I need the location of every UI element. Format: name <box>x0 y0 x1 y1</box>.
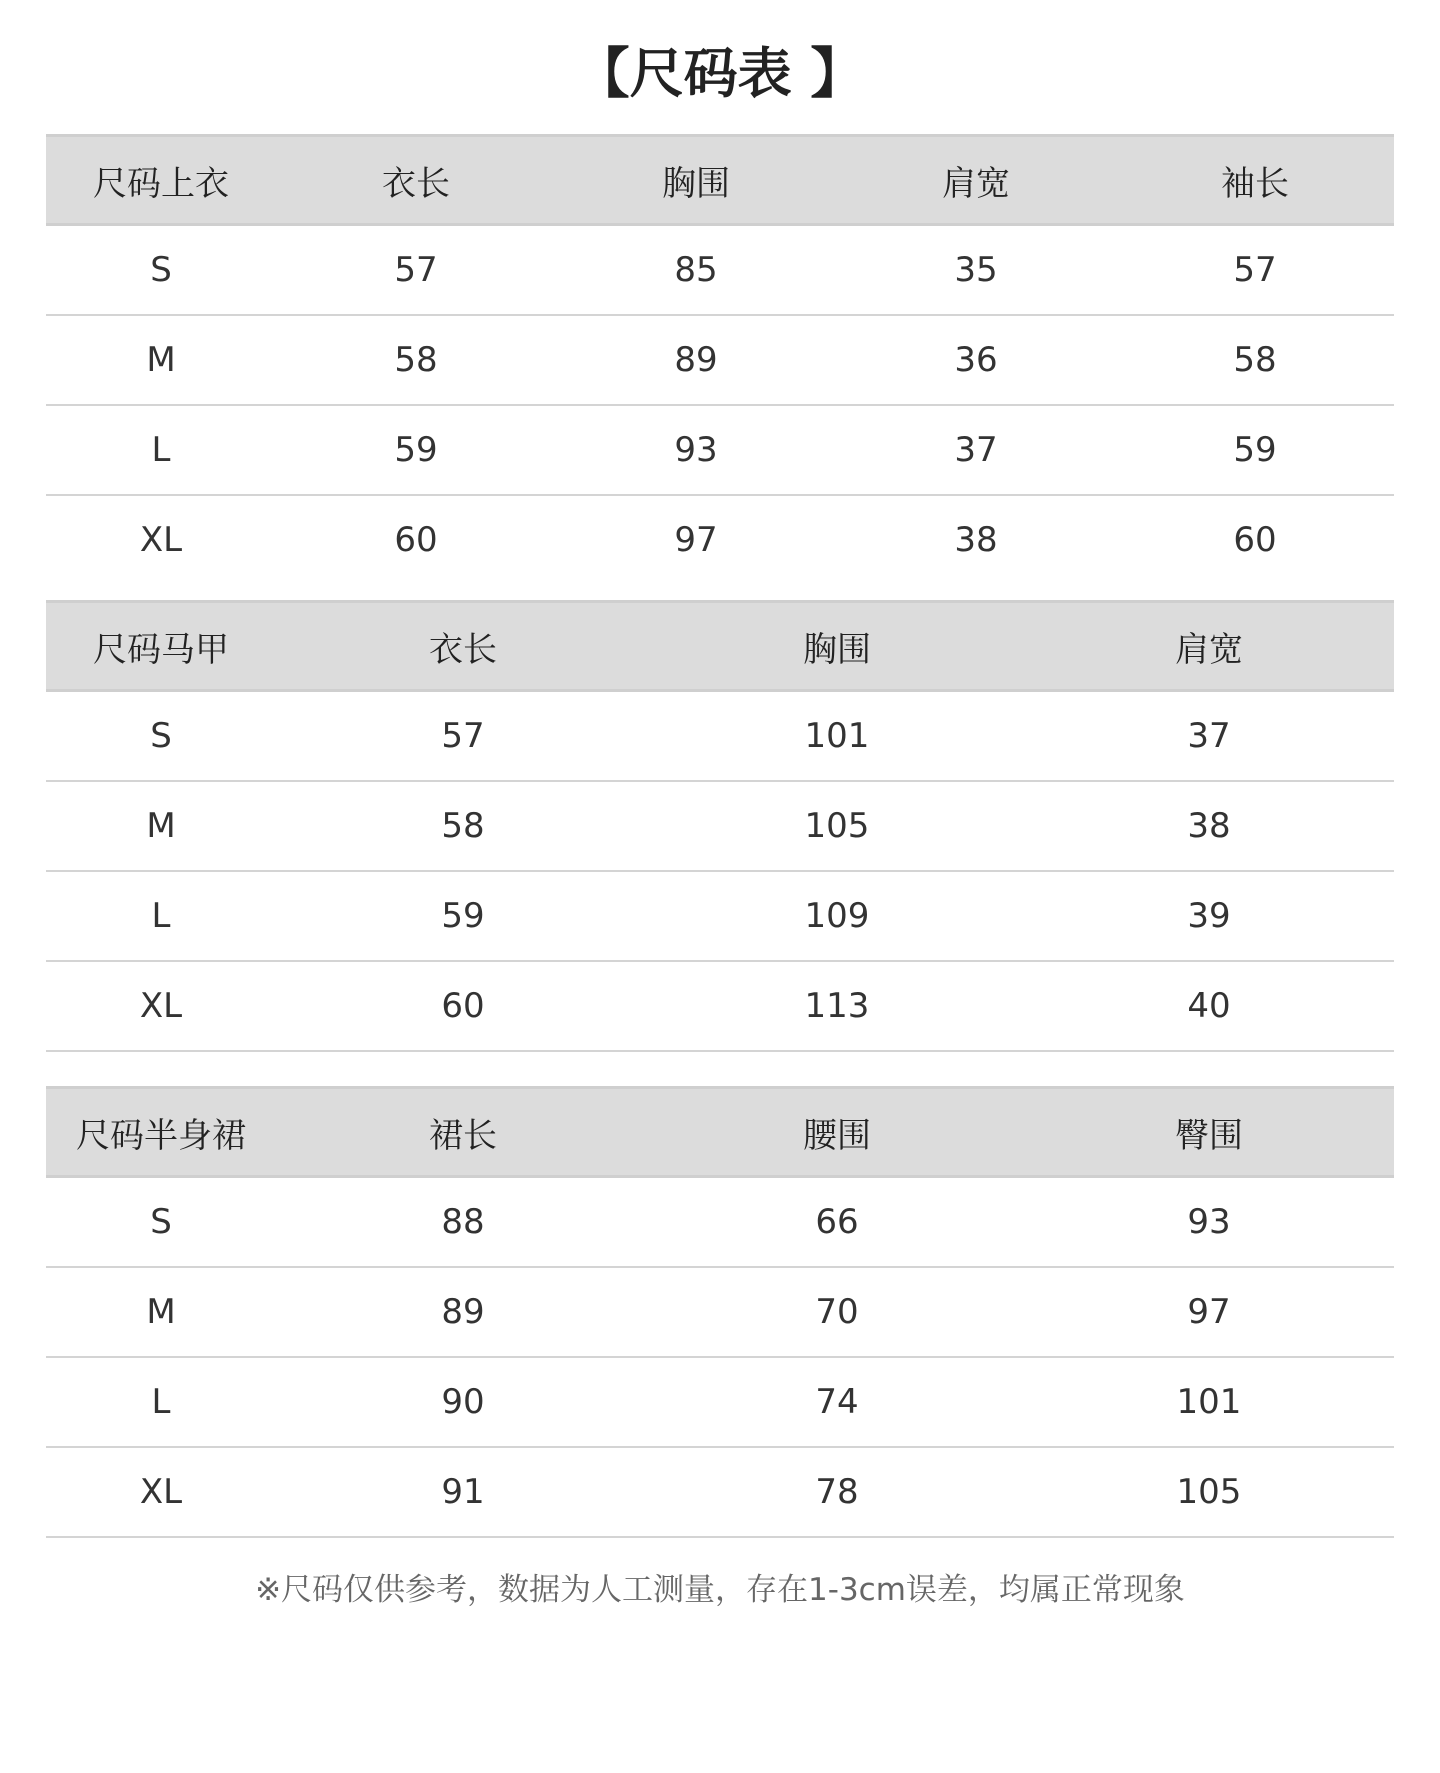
size-cell: M <box>46 315 276 405</box>
table-header-row <box>46 1088 1394 1177</box>
table-row <box>46 1177 1394 1268</box>
value-cell: 38 <box>954 520 998 560</box>
table-header-row <box>46 136 1394 225</box>
table-header-row <box>46 602 1394 691</box>
value-cell: 58 <box>1116 315 1394 405</box>
value-cell: 74 <box>650 1357 1024 1447</box>
size-table-skirt <box>46 1086 1394 1538</box>
value-cell: 85 <box>556 225 836 316</box>
value-cell: 57 <box>276 225 556 316</box>
value-cell: 93 <box>1024 1177 1394 1268</box>
header-cell: 胸围 <box>650 602 1024 691</box>
size-cell: S <box>46 225 276 316</box>
table-row <box>46 781 1394 871</box>
size-table-vest <box>46 600 1394 1052</box>
value-cell: 101 <box>1024 1357 1394 1447</box>
table-row <box>46 1447 1394 1537</box>
value-cell: 101 <box>650 691 1024 782</box>
table-row <box>46 1267 1394 1357</box>
value-cell: 66 <box>650 1177 1024 1268</box>
header-cell: 尺码半身裙 <box>46 1088 276 1177</box>
table-row <box>46 225 1394 316</box>
size-cell: M <box>46 1267 276 1357</box>
value-cell: 97 <box>1024 1267 1394 1357</box>
value-cell: 88 <box>276 1177 650 1268</box>
value-cell: 89 <box>276 1267 650 1357</box>
table-row <box>46 961 1394 1051</box>
table-row <box>46 315 1394 405</box>
size-cell: XL <box>46 961 276 1051</box>
value-cell: 109 <box>650 871 1024 961</box>
value-cell: 40 <box>1024 961 1394 1051</box>
header-cell: 尺码马甲 <box>46 602 276 691</box>
value-cell: 78 <box>650 1447 1024 1537</box>
header-cell: 衣长 <box>276 136 556 225</box>
value-cell: 37 <box>1024 691 1394 782</box>
header-cell: 臀围 <box>1024 1088 1394 1177</box>
header-cell: 肩宽 <box>1024 602 1394 691</box>
value-cell: 59 <box>276 405 556 495</box>
header-cell: 胸围 <box>556 136 836 225</box>
value-cell: 37 <box>836 405 1116 495</box>
value-cell: 59 <box>1116 405 1394 495</box>
header-cell: 裙长 <box>276 1088 650 1177</box>
table-row <box>46 1357 1394 1447</box>
value-cell: 36 <box>836 315 1116 405</box>
value-cell: 35 <box>836 225 1116 316</box>
size-cell: M <box>46 781 276 871</box>
size-table-top <box>46 134 1394 584</box>
value-cell: 105 <box>650 781 1024 871</box>
size-cell: XL <box>139 520 183 560</box>
header-cell: 腰围 <box>650 1088 1024 1177</box>
value-cell: 91 <box>276 1447 650 1537</box>
value-cell: 57 <box>1116 225 1394 316</box>
page-title: 【尺码表 】 <box>575 42 865 105</box>
value-cell: 70 <box>650 1267 1024 1357</box>
value-cell: 60 <box>276 961 650 1051</box>
size-cell: L <box>46 1357 276 1447</box>
disclaimer-note: ※尺码仅供参考，数据为人工测量，存在1-3cm误差，均属正常现象 <box>255 1572 1185 1608</box>
value-cell: 39 <box>1024 871 1394 961</box>
size-cell: L <box>46 405 276 495</box>
value-cell: 105 <box>1024 1447 1394 1537</box>
table-row <box>46 871 1394 961</box>
size-cell: S <box>46 691 276 782</box>
value-cell: 97 <box>674 520 718 560</box>
table-row <box>46 691 1394 782</box>
table-row <box>46 405 1394 495</box>
value-cell: 60 <box>394 520 438 560</box>
value-cell: 60 <box>1233 520 1277 560</box>
header-cell: 肩宽 <box>836 136 1116 225</box>
header-cell: 衣长 <box>276 602 650 691</box>
table-row <box>46 495 1394 584</box>
value-cell: 58 <box>276 315 556 405</box>
value-cell: 113 <box>650 961 1024 1051</box>
value-cell: 89 <box>556 315 836 405</box>
value-cell: 58 <box>276 781 650 871</box>
value-cell: 57 <box>276 691 650 782</box>
size-cell: L <box>46 871 276 961</box>
value-cell: 38 <box>1024 781 1394 871</box>
size-cell: S <box>46 1177 276 1268</box>
value-cell: 93 <box>556 405 836 495</box>
header-cell: 袖长 <box>1116 136 1394 225</box>
value-cell: 90 <box>276 1357 650 1447</box>
value-cell: 59 <box>276 871 650 961</box>
header-cell: 尺码上衣 <box>46 136 276 225</box>
size-cell: XL <box>46 1447 276 1537</box>
